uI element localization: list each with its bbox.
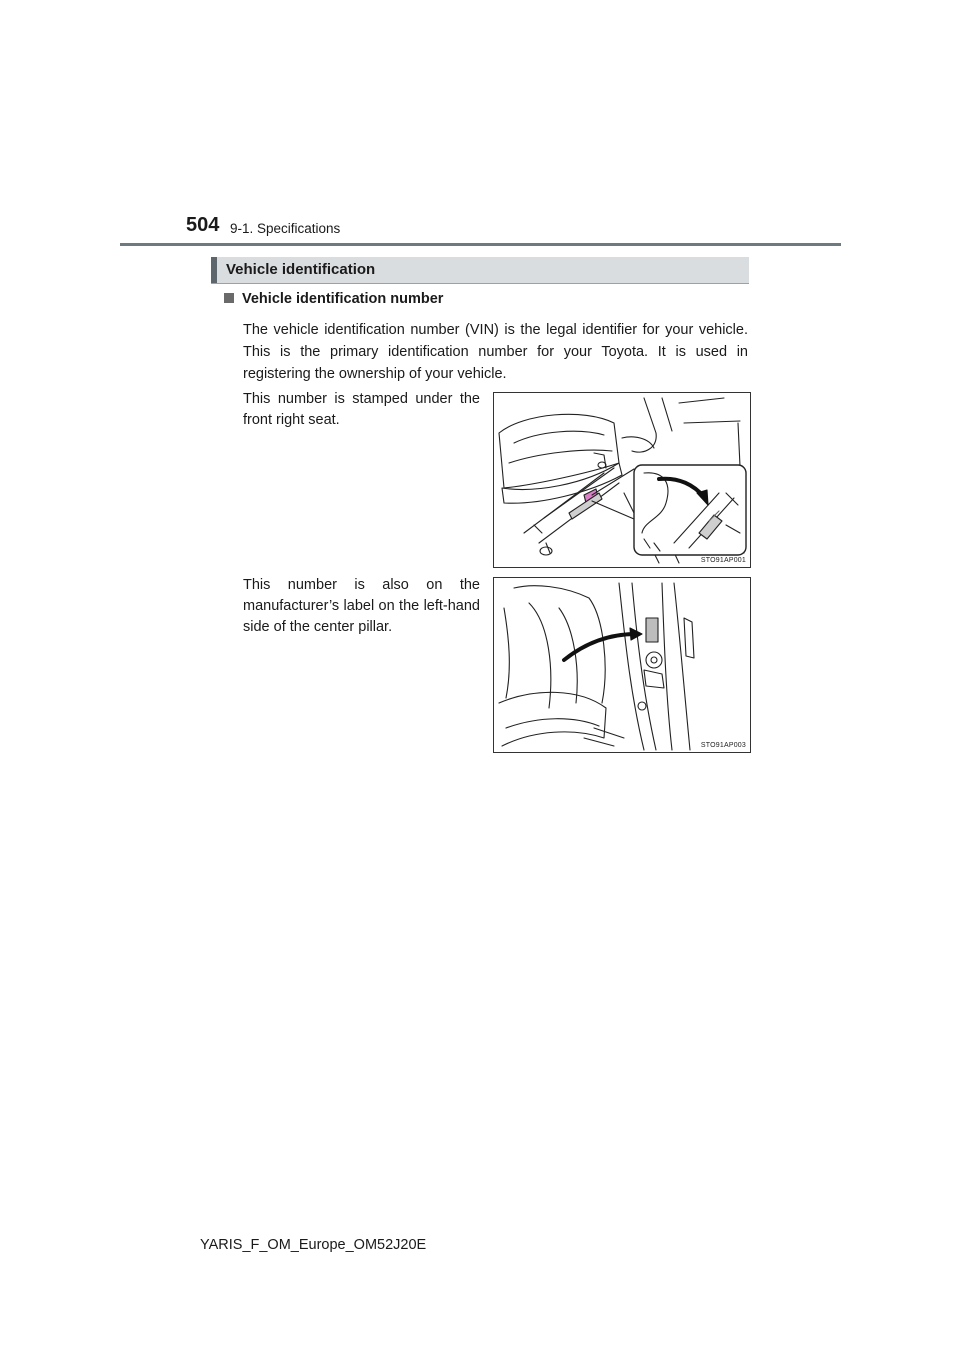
figure-code: STO91AP003 [700, 742, 746, 749]
subheading-text: Vehicle identification number [242, 291, 444, 307]
page-number: 504 [186, 214, 220, 236]
figure-center-pillar [493, 577, 751, 753]
square-bullet-icon [224, 293, 234, 303]
figure-front-seat [493, 392, 751, 568]
intro-paragraph: The vehicle identification number (VIN) is the legal identifier for your vehicle. This is the primary identification number for your Toyota. It is used in registering the ownership of your vehicle. [243, 322, 748, 382]
caption-front-seat: This number is stamped under the front right seat. [243, 391, 480, 428]
section-title-bar [211, 257, 749, 284]
header-rule [120, 243, 841, 246]
front-seat-illustration [494, 393, 750, 567]
section-title: Vehicle identification [226, 261, 376, 278]
footer-document-id: YARIS_F_OM_Europe_OM52J20E [200, 1237, 427, 1253]
figure-code: STO91AP001 [700, 557, 746, 564]
caption-center-pillar: This number is also on the manufacturer’s label on the left-hand side of the center pillar. [243, 577, 480, 635]
section-bar-accent [211, 257, 217, 283]
center-pillar-illustration [494, 578, 750, 752]
subheading [224, 291, 443, 307]
section-name: 9-1. Specifications [230, 221, 341, 236]
